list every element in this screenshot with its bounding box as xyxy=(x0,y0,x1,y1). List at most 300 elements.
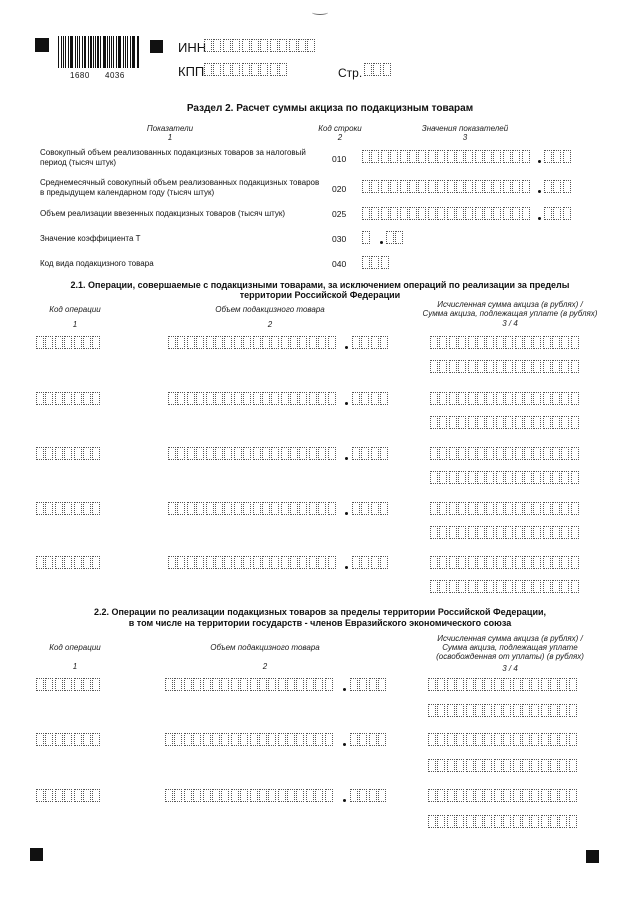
char-cell[interactable] xyxy=(503,759,511,772)
char-cell[interactable] xyxy=(524,447,532,460)
char-cell[interactable] xyxy=(177,447,185,460)
char-cell[interactable] xyxy=(552,471,560,484)
char-cell[interactable] xyxy=(290,336,298,349)
char-cell[interactable] xyxy=(250,733,258,746)
char-cell[interactable] xyxy=(466,733,474,746)
char-cell[interactable] xyxy=(212,678,220,691)
char-cell[interactable] xyxy=(486,580,494,593)
char-cell[interactable] xyxy=(430,471,438,484)
char-cell[interactable] xyxy=(447,759,455,772)
char-cell[interactable] xyxy=(522,789,530,802)
char-cell[interactable] xyxy=(299,392,307,405)
excise-calculated-field[interactable] xyxy=(430,502,580,515)
char-cell[interactable] xyxy=(559,815,567,828)
char-cell[interactable] xyxy=(55,392,63,405)
char-cell[interactable] xyxy=(465,150,473,163)
char-cell[interactable] xyxy=(223,39,231,52)
char-cell[interactable] xyxy=(561,416,569,429)
char-cell[interactable] xyxy=(168,336,176,349)
char-cell[interactable] xyxy=(328,392,336,405)
char-cell[interactable] xyxy=(505,502,513,515)
char-cell[interactable] xyxy=(268,678,276,691)
char-cell[interactable] xyxy=(466,704,474,717)
char-cell[interactable] xyxy=(361,392,369,405)
char-cell[interactable] xyxy=(477,416,485,429)
char-cell[interactable] xyxy=(243,392,251,405)
char-cell[interactable] xyxy=(456,815,464,828)
char-cell[interactable] xyxy=(270,39,278,52)
char-cell[interactable] xyxy=(328,502,336,515)
char-cell[interactable] xyxy=(437,759,445,772)
char-cell[interactable] xyxy=(524,502,532,515)
char-cell[interactable] xyxy=(486,447,494,460)
char-cell[interactable] xyxy=(456,789,464,802)
char-cell[interactable] xyxy=(36,336,44,349)
char-cell[interactable] xyxy=(466,759,474,772)
char-cell[interactable] xyxy=(240,733,248,746)
char-cell[interactable] xyxy=(550,789,558,802)
char-cell[interactable] xyxy=(439,416,447,429)
char-cell[interactable] xyxy=(456,733,464,746)
char-cell[interactable] xyxy=(262,336,270,349)
char-cell[interactable] xyxy=(437,150,445,163)
char-cell[interactable] xyxy=(428,678,436,691)
char-cell[interactable] xyxy=(484,678,492,691)
char-cell[interactable] xyxy=(253,556,261,569)
char-cell[interactable] xyxy=(253,392,261,405)
char-cell[interactable] xyxy=(439,502,447,515)
char-cell[interactable] xyxy=(437,704,445,717)
char-cell[interactable] xyxy=(278,733,286,746)
char-cell[interactable] xyxy=(458,471,466,484)
char-cell[interactable] xyxy=(250,678,258,691)
char-cell[interactable] xyxy=(515,360,523,373)
char-cell[interactable] xyxy=(92,392,100,405)
char-cell[interactable] xyxy=(64,502,72,515)
char-cell[interactable] xyxy=(371,207,379,220)
char-cell[interactable] xyxy=(290,502,298,515)
char-cell[interactable] xyxy=(449,502,457,515)
product-volume-int-field[interactable] xyxy=(165,733,334,746)
char-cell[interactable] xyxy=(533,556,541,569)
char-cell[interactable] xyxy=(552,360,560,373)
char-cell[interactable] xyxy=(206,447,214,460)
char-cell[interactable] xyxy=(496,416,504,429)
char-cell[interactable] xyxy=(380,502,388,515)
char-cell[interactable] xyxy=(468,556,476,569)
char-cell[interactable] xyxy=(486,392,494,405)
value-field-020-int[interactable] xyxy=(362,180,531,193)
char-cell[interactable] xyxy=(503,150,511,163)
char-cell[interactable] xyxy=(371,447,379,460)
char-cell[interactable] xyxy=(83,392,91,405)
char-cell[interactable] xyxy=(550,678,558,691)
char-cell[interactable] xyxy=(260,63,268,76)
char-cell[interactable] xyxy=(552,580,560,593)
char-cell[interactable] xyxy=(468,471,476,484)
char-cell[interactable] xyxy=(541,815,549,828)
char-cell[interactable] xyxy=(494,704,502,717)
excise-payable-field[interactable] xyxy=(428,815,578,828)
operation-code-field[interactable] xyxy=(36,336,102,349)
excise-calculated-field[interactable] xyxy=(428,678,578,691)
char-cell[interactable] xyxy=(496,502,504,515)
char-cell[interactable] xyxy=(278,678,286,691)
char-cell[interactable] xyxy=(447,733,455,746)
char-cell[interactable] xyxy=(378,733,386,746)
char-cell[interactable] xyxy=(177,392,185,405)
char-cell[interactable] xyxy=(543,392,551,405)
char-cell[interactable] xyxy=(234,447,242,460)
char-cell[interactable] xyxy=(447,150,455,163)
char-cell[interactable] xyxy=(543,556,551,569)
char-cell[interactable] xyxy=(531,704,539,717)
inn-field[interactable] xyxy=(204,39,317,52)
char-cell[interactable] xyxy=(541,678,549,691)
char-cell[interactable] xyxy=(449,336,457,349)
char-cell[interactable] xyxy=(531,733,539,746)
char-cell[interactable] xyxy=(468,360,476,373)
char-cell[interactable] xyxy=(184,678,192,691)
char-cell[interactable] xyxy=(371,392,379,405)
char-cell[interactable] xyxy=(533,416,541,429)
char-cell[interactable] xyxy=(437,207,445,220)
char-cell[interactable] xyxy=(550,759,558,772)
char-cell[interactable] xyxy=(350,789,358,802)
char-cell[interactable] xyxy=(177,556,185,569)
char-cell[interactable] xyxy=(279,63,287,76)
char-cell[interactable] xyxy=(522,180,530,193)
char-cell[interactable] xyxy=(505,392,513,405)
char-cell[interactable] xyxy=(486,502,494,515)
char-cell[interactable] xyxy=(524,526,532,539)
char-cell[interactable] xyxy=(281,556,289,569)
value-field-010-frac[interactable] xyxy=(544,150,572,163)
char-cell[interactable] xyxy=(215,336,223,349)
char-cell[interactable] xyxy=(184,789,192,802)
product-volume-frac-field[interactable] xyxy=(352,336,390,349)
char-cell[interactable] xyxy=(447,678,455,691)
char-cell[interactable] xyxy=(439,336,447,349)
char-cell[interactable] xyxy=(45,789,53,802)
char-cell[interactable] xyxy=(477,336,485,349)
char-cell[interactable] xyxy=(168,502,176,515)
char-cell[interactable] xyxy=(571,471,579,484)
char-cell[interactable] xyxy=(430,526,438,539)
char-cell[interactable] xyxy=(204,63,212,76)
char-cell[interactable] xyxy=(306,733,314,746)
char-cell[interactable] xyxy=(196,502,204,515)
char-cell[interactable] xyxy=(522,759,530,772)
char-cell[interactable] xyxy=(271,447,279,460)
char-cell[interactable] xyxy=(400,150,408,163)
char-cell[interactable] xyxy=(352,447,360,460)
product-volume-frac-field[interactable] xyxy=(352,447,390,460)
char-cell[interactable] xyxy=(475,789,483,802)
char-cell[interactable] xyxy=(361,336,369,349)
char-cell[interactable] xyxy=(475,704,483,717)
char-cell[interactable] xyxy=(234,336,242,349)
char-cell[interactable] xyxy=(522,704,530,717)
product-volume-int-field[interactable] xyxy=(168,336,337,349)
char-cell[interactable] xyxy=(187,447,195,460)
char-cell[interactable] xyxy=(287,678,295,691)
char-cell[interactable] xyxy=(503,789,511,802)
char-cell[interactable] xyxy=(271,556,279,569)
char-cell[interactable] xyxy=(571,447,579,460)
char-cell[interactable] xyxy=(289,39,297,52)
char-cell[interactable] xyxy=(187,392,195,405)
char-cell[interactable] xyxy=(55,678,63,691)
char-cell[interactable] xyxy=(383,63,391,76)
char-cell[interactable] xyxy=(503,207,511,220)
char-cell[interactable] xyxy=(352,556,360,569)
char-cell[interactable] xyxy=(240,678,248,691)
char-cell[interactable] xyxy=(45,678,53,691)
char-cell[interactable] xyxy=(206,556,214,569)
char-cell[interactable] xyxy=(378,789,386,802)
char-cell[interactable] xyxy=(552,392,560,405)
char-cell[interactable] xyxy=(559,759,567,772)
char-cell[interactable] xyxy=(496,556,504,569)
char-cell[interactable] xyxy=(552,416,560,429)
char-cell[interactable] xyxy=(243,502,251,515)
char-cell[interactable] xyxy=(381,207,389,220)
excise-payable-field[interactable] xyxy=(428,704,578,717)
product-volume-frac-field[interactable] xyxy=(352,392,390,405)
char-cell[interactable] xyxy=(466,789,474,802)
char-cell[interactable] xyxy=(486,526,494,539)
char-cell[interactable] xyxy=(505,526,513,539)
char-cell[interactable] xyxy=(380,392,388,405)
char-cell[interactable] xyxy=(559,789,567,802)
excise-payable-field[interactable] xyxy=(430,580,580,593)
char-cell[interactable] xyxy=(543,471,551,484)
char-cell[interactable] xyxy=(309,447,317,460)
char-cell[interactable] xyxy=(449,416,457,429)
char-cell[interactable] xyxy=(221,789,229,802)
char-cell[interactable] xyxy=(64,789,72,802)
char-cell[interactable] xyxy=(174,733,182,746)
char-cell[interactable] xyxy=(281,336,289,349)
char-cell[interactable] xyxy=(449,556,457,569)
char-cell[interactable] xyxy=(531,815,539,828)
char-cell[interactable] xyxy=(533,360,541,373)
char-cell[interactable] xyxy=(561,526,569,539)
char-cell[interactable] xyxy=(513,704,521,717)
char-cell[interactable] xyxy=(371,556,379,569)
char-cell[interactable] xyxy=(437,733,445,746)
char-cell[interactable] xyxy=(447,815,455,828)
char-cell[interactable] xyxy=(553,150,561,163)
char-cell[interactable] xyxy=(361,502,369,515)
excise-calculated-field[interactable] xyxy=(430,447,580,460)
char-cell[interactable] xyxy=(196,556,204,569)
char-cell[interactable] xyxy=(505,580,513,593)
char-cell[interactable] xyxy=(203,733,211,746)
char-cell[interactable] xyxy=(428,704,436,717)
char-cell[interactable] xyxy=(458,526,466,539)
char-cell[interactable] xyxy=(552,447,560,460)
char-cell[interactable] xyxy=(371,180,379,193)
char-cell[interactable] xyxy=(271,336,279,349)
char-cell[interactable] xyxy=(563,150,571,163)
char-cell[interactable] xyxy=(369,789,377,802)
product-volume-int-field[interactable] xyxy=(168,556,337,569)
char-cell[interactable] xyxy=(74,556,82,569)
char-cell[interactable] xyxy=(571,416,579,429)
char-cell[interactable] xyxy=(468,336,476,349)
char-cell[interactable] xyxy=(381,256,389,269)
char-cell[interactable] xyxy=(281,392,289,405)
char-cell[interactable] xyxy=(318,502,326,515)
char-cell[interactable] xyxy=(215,502,223,515)
char-cell[interactable] xyxy=(380,336,388,349)
char-cell[interactable] xyxy=(352,502,360,515)
char-cell[interactable] xyxy=(503,704,511,717)
char-cell[interactable] xyxy=(561,471,569,484)
char-cell[interactable] xyxy=(430,502,438,515)
char-cell[interactable] xyxy=(543,416,551,429)
char-cell[interactable] xyxy=(36,789,44,802)
char-cell[interactable] xyxy=(193,789,201,802)
char-cell[interactable] xyxy=(315,789,323,802)
char-cell[interactable] xyxy=(512,150,520,163)
product-volume-frac-field[interactable] xyxy=(352,502,390,515)
char-cell[interactable] xyxy=(390,180,398,193)
char-cell[interactable] xyxy=(513,678,521,691)
char-cell[interactable] xyxy=(395,231,403,244)
char-cell[interactable] xyxy=(290,392,298,405)
char-cell[interactable] xyxy=(262,502,270,515)
product-volume-frac-field[interactable] xyxy=(350,678,388,691)
char-cell[interactable] xyxy=(544,150,552,163)
char-cell[interactable] xyxy=(486,336,494,349)
char-cell[interactable] xyxy=(325,733,333,746)
char-cell[interactable] xyxy=(496,580,504,593)
char-cell[interactable] xyxy=(468,526,476,539)
char-cell[interactable] xyxy=(36,502,44,515)
char-cell[interactable] xyxy=(371,336,379,349)
char-cell[interactable] xyxy=(224,336,232,349)
char-cell[interactable] xyxy=(505,336,513,349)
value-field-030-frac[interactable] xyxy=(386,231,405,244)
char-cell[interactable] xyxy=(231,678,239,691)
char-cell[interactable] xyxy=(299,447,307,460)
char-cell[interactable] xyxy=(55,336,63,349)
char-cell[interactable] xyxy=(168,447,176,460)
char-cell[interactable] xyxy=(533,526,541,539)
char-cell[interactable] xyxy=(468,502,476,515)
char-cell[interactable] xyxy=(83,502,91,515)
operation-code-field[interactable] xyxy=(36,678,102,691)
char-cell[interactable] xyxy=(563,180,571,193)
char-cell[interactable] xyxy=(221,678,229,691)
char-cell[interactable] xyxy=(262,392,270,405)
char-cell[interactable] xyxy=(306,789,314,802)
char-cell[interactable] xyxy=(281,447,289,460)
char-cell[interactable] xyxy=(315,733,323,746)
char-cell[interactable] xyxy=(307,39,315,52)
char-cell[interactable] xyxy=(262,447,270,460)
char-cell[interactable] xyxy=(36,556,44,569)
char-cell[interactable] xyxy=(571,526,579,539)
char-cell[interactable] xyxy=(569,678,577,691)
char-cell[interactable] xyxy=(465,180,473,193)
char-cell[interactable] xyxy=(505,360,513,373)
excise-calculated-field[interactable] xyxy=(428,733,578,746)
char-cell[interactable] xyxy=(515,416,523,429)
char-cell[interactable] xyxy=(92,733,100,746)
char-cell[interactable] xyxy=(458,336,466,349)
char-cell[interactable] xyxy=(437,678,445,691)
char-cell[interactable] xyxy=(45,392,53,405)
char-cell[interactable] xyxy=(92,336,100,349)
char-cell[interactable] xyxy=(196,336,204,349)
excise-calculated-field[interactable] xyxy=(430,556,580,569)
char-cell[interactable] xyxy=(513,815,521,828)
char-cell[interactable] xyxy=(524,392,532,405)
char-cell[interactable] xyxy=(543,336,551,349)
product-volume-int-field[interactable] xyxy=(168,502,337,515)
char-cell[interactable] xyxy=(439,471,447,484)
char-cell[interactable] xyxy=(428,733,436,746)
char-cell[interactable] xyxy=(475,207,483,220)
char-cell[interactable] xyxy=(55,556,63,569)
page-field[interactable] xyxy=(364,63,392,76)
char-cell[interactable] xyxy=(350,733,358,746)
char-cell[interactable] xyxy=(299,336,307,349)
char-cell[interactable] xyxy=(477,580,485,593)
char-cell[interactable] xyxy=(494,815,502,828)
char-cell[interactable] xyxy=(430,556,438,569)
char-cell[interactable] xyxy=(83,789,91,802)
char-cell[interactable] xyxy=(456,180,464,193)
char-cell[interactable] xyxy=(468,447,476,460)
operation-code-field[interactable] xyxy=(36,502,102,515)
char-cell[interactable] xyxy=(240,789,248,802)
char-cell[interactable] xyxy=(290,447,298,460)
product-volume-int-field[interactable] xyxy=(168,392,337,405)
char-cell[interactable] xyxy=(174,789,182,802)
char-cell[interactable] xyxy=(318,556,326,569)
char-cell[interactable] xyxy=(437,789,445,802)
char-cell[interactable] xyxy=(559,678,567,691)
product-volume-int-field[interactable] xyxy=(168,447,337,460)
char-cell[interactable] xyxy=(296,678,304,691)
excise-payable-field[interactable] xyxy=(430,471,580,484)
char-cell[interactable] xyxy=(362,180,370,193)
char-cell[interactable] xyxy=(559,733,567,746)
char-cell[interactable] xyxy=(359,789,367,802)
char-cell[interactable] xyxy=(224,392,232,405)
char-cell[interactable] xyxy=(522,678,530,691)
char-cell[interactable] xyxy=(359,678,367,691)
char-cell[interactable] xyxy=(477,447,485,460)
char-cell[interactable] xyxy=(259,678,267,691)
char-cell[interactable] xyxy=(92,789,100,802)
char-cell[interactable] xyxy=(533,502,541,515)
char-cell[interactable] xyxy=(522,733,530,746)
kpp-field[interactable] xyxy=(204,63,289,76)
char-cell[interactable] xyxy=(352,336,360,349)
char-cell[interactable] xyxy=(325,678,333,691)
char-cell[interactable] xyxy=(371,502,379,515)
excise-payable-field[interactable] xyxy=(430,360,580,373)
char-cell[interactable] xyxy=(496,526,504,539)
char-cell[interactable] xyxy=(494,759,502,772)
char-cell[interactable] xyxy=(271,392,279,405)
